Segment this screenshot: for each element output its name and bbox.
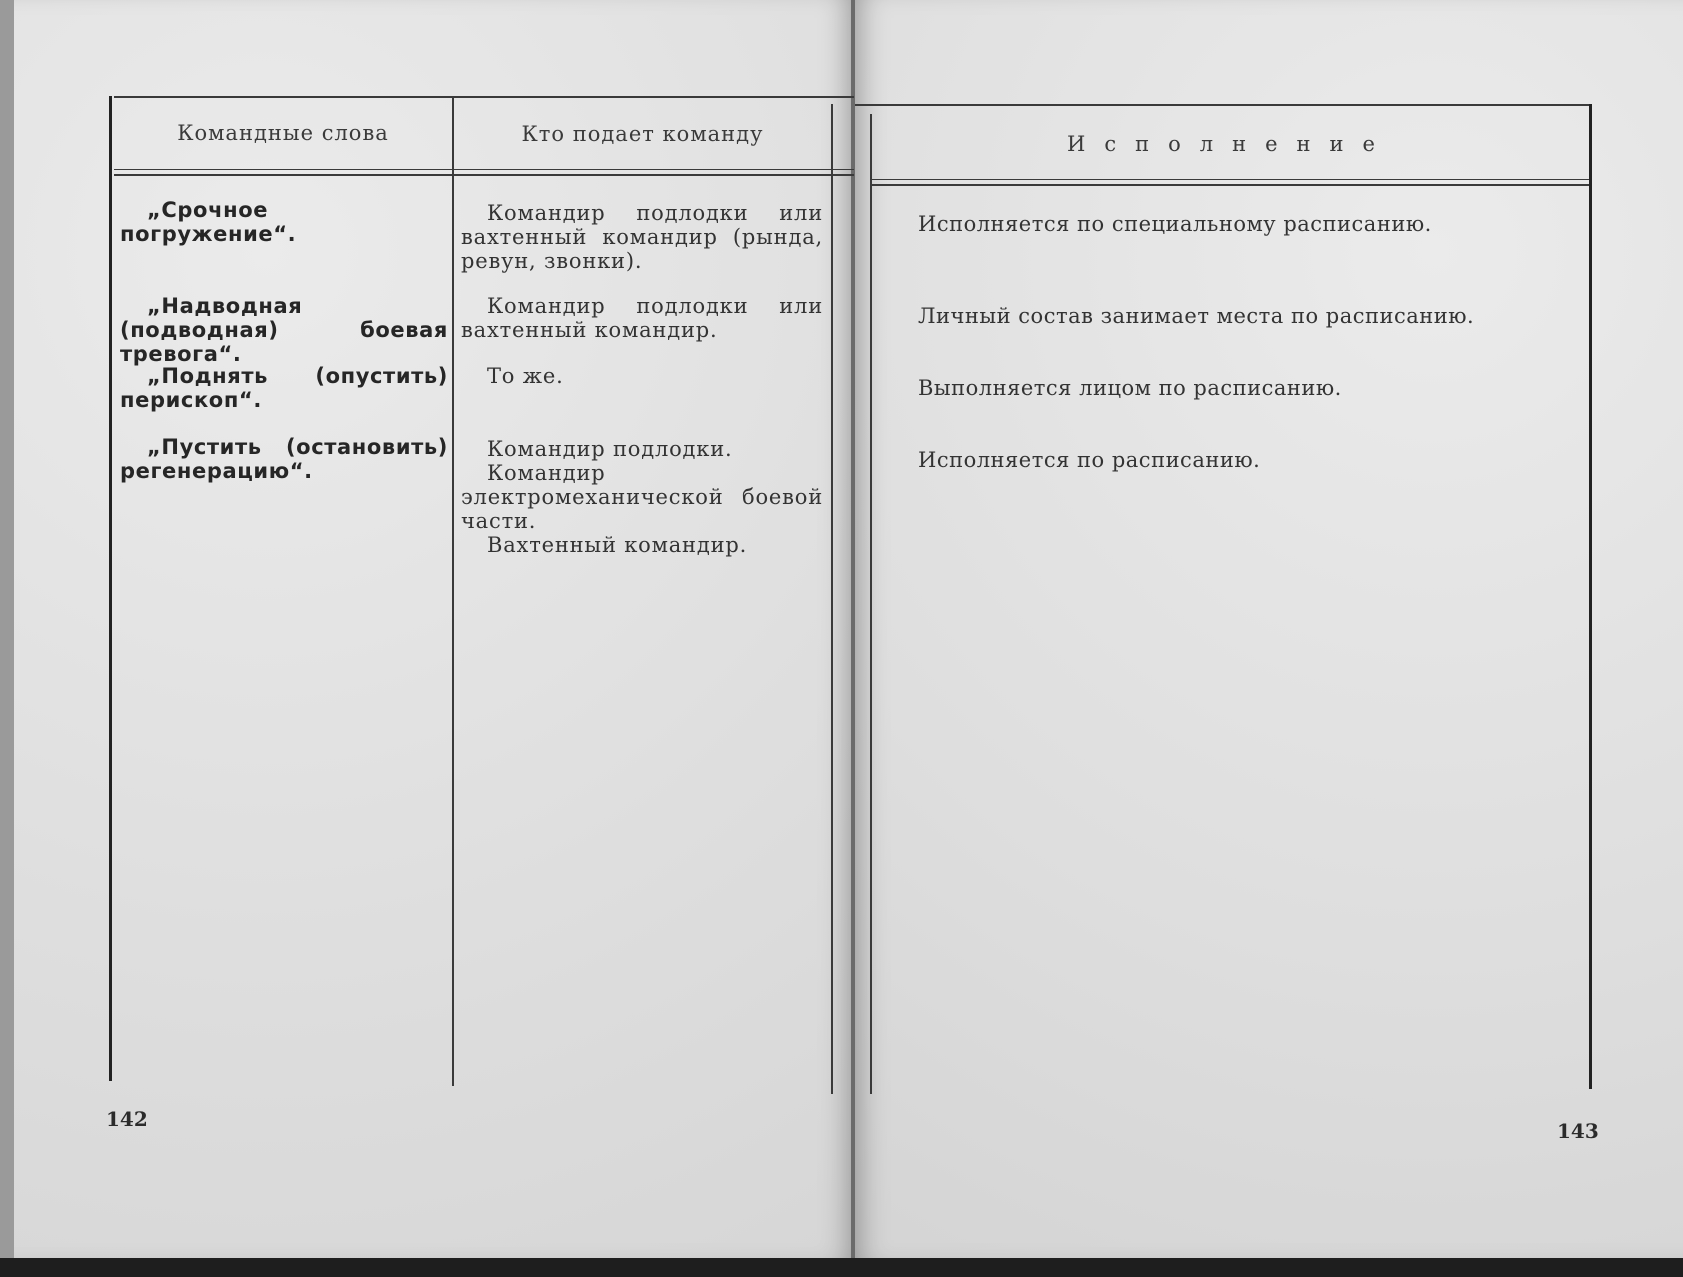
- who-line: Командир подлодки или вахтенный командир (рында, ревун, звонки).: [461, 201, 823, 273]
- who-line: Командир электромеханической боевой части.: [461, 461, 823, 533]
- right-header-rule-2: [870, 184, 1591, 186]
- book-edge: [0, 0, 14, 1258]
- who-line: Командир подлодки или вахтенный командир.: [461, 294, 823, 342]
- who-line: Вахтенный командир.: [487, 533, 748, 557]
- left-page: [14, 0, 854, 1258]
- header-command-words: Командные слова: [177, 121, 389, 145]
- right-header-rule-1: [870, 179, 1591, 180]
- command-text: „Пустить (остановить) регенерацию“.: [120, 435, 448, 483]
- who-text: [461, 437, 823, 557]
- left-header-rule-2: [114, 174, 854, 176]
- who-text: [461, 364, 823, 388]
- left-header-rule-1: [114, 169, 854, 170]
- header-who-gives-command: Кто подает команду: [521, 122, 764, 146]
- command-text: „Поднять (опустить) перископ“.: [120, 364, 448, 412]
- execution-text: Выполняется лицом по расписанию.: [918, 376, 1342, 400]
- right-page: [854, 0, 1683, 1258]
- left-table-inner-border: [831, 104, 833, 1094]
- right-table-inner-border: [870, 114, 872, 1094]
- left-table-top-border: [114, 96, 854, 98]
- scan-bottom-edge: [0, 1258, 1683, 1277]
- right-table-top-border: [855, 104, 1591, 106]
- execution-text: Личный состав занимает места по расписанию.: [918, 304, 1475, 328]
- page-number-left: 142: [106, 1107, 148, 1131]
- who-line: То же.: [487, 364, 564, 388]
- who-text: [461, 201, 823, 273]
- who-text: [461, 294, 823, 342]
- book-spine: [851, 0, 855, 1258]
- command-text: „Срочное погружение“.: [120, 198, 297, 246]
- left-table-outer-border: [109, 96, 112, 1081]
- execution-text: Исполняется по расписанию.: [918, 448, 1261, 472]
- left-column-divider: [452, 96, 454, 1086]
- execution-text: Исполняется по специальному расписанию.: [918, 212, 1432, 236]
- header-execution: Исполнение: [1067, 132, 1394, 156]
- who-line: Командир подлодки.: [487, 437, 733, 461]
- right-table-outer-border: [1589, 104, 1592, 1089]
- page-number-right: 143: [1557, 1119, 1599, 1143]
- command-text: „Надводная (подводная) боевая тревога“.: [120, 294, 448, 366]
